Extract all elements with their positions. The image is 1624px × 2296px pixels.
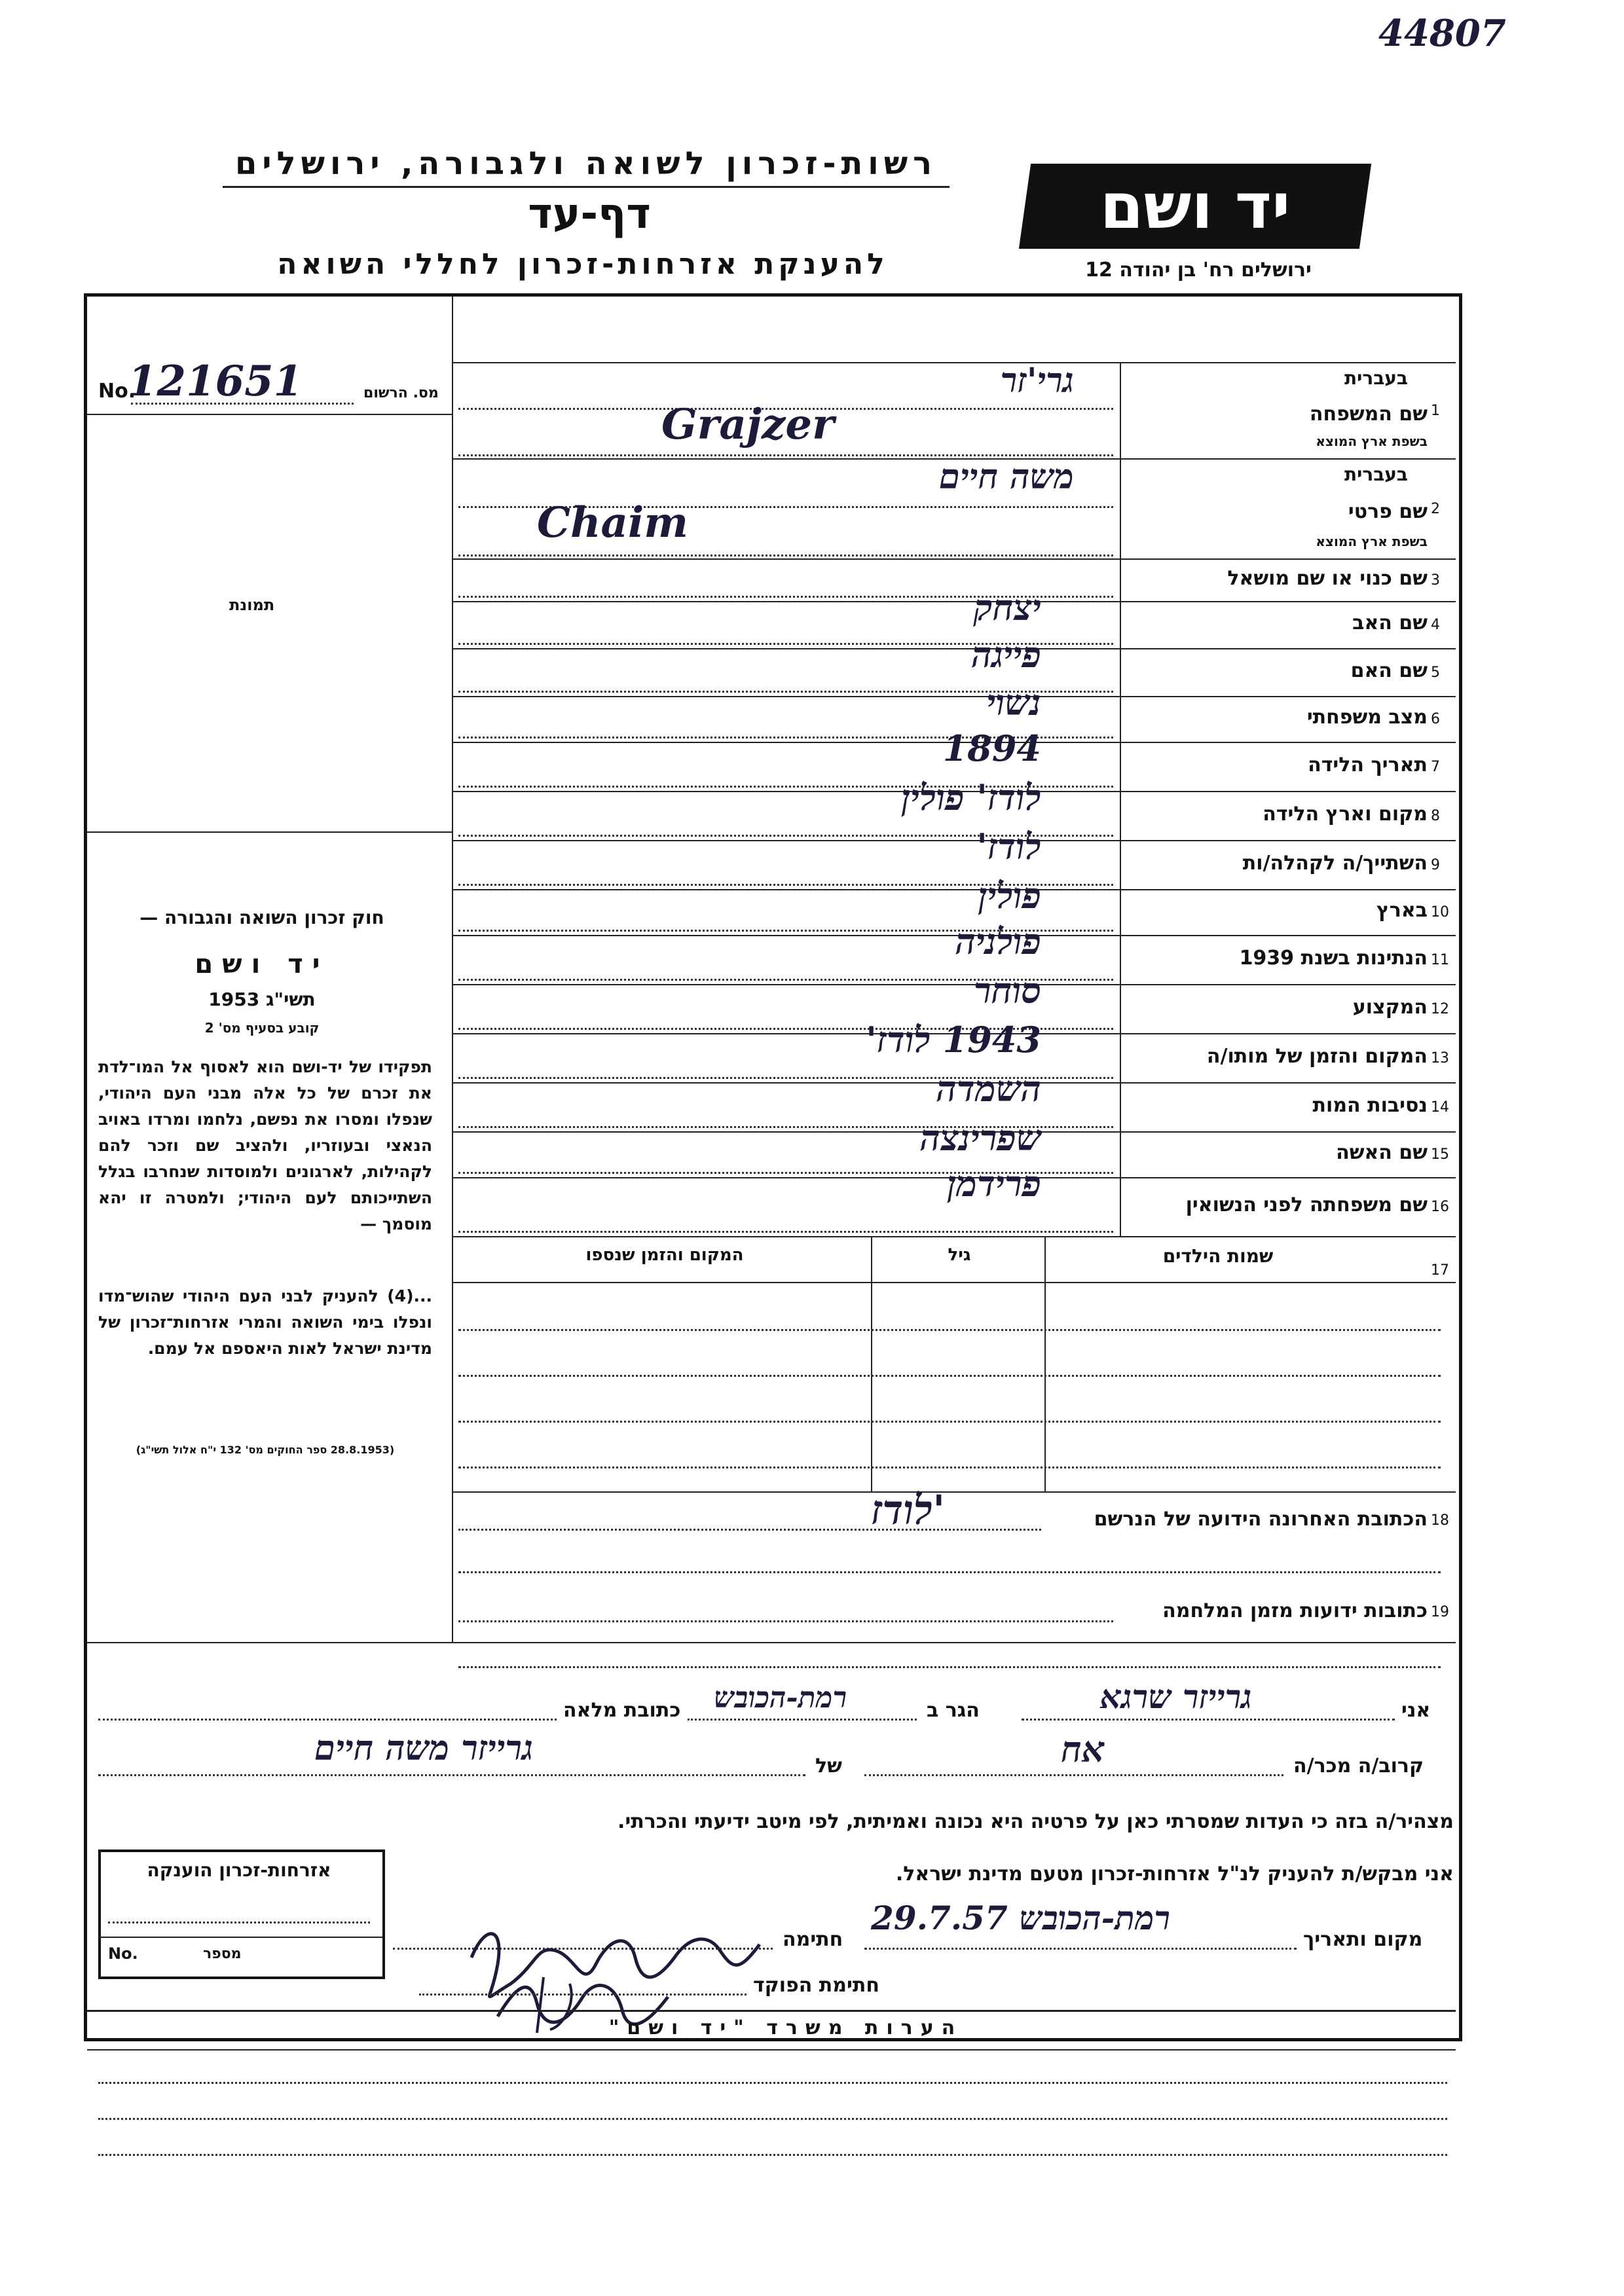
field-line (458, 454, 1113, 456)
archive-number: 44807 (1378, 12, 1506, 55)
place-date-line (864, 1948, 1297, 1950)
top-rule (452, 362, 1456, 363)
field-row-rule (452, 601, 1456, 602)
field-label-12: המקצוע (1352, 995, 1428, 1019)
authority-title: רשות-זכרון לשואה ולגבורה, ירושלים (234, 145, 938, 182)
field-number-15: 15 (1431, 1146, 1449, 1163)
declarant-resides: הגר ב (927, 1699, 980, 1722)
citizenship-box-title: אזרחות-זכרון הוענקה (147, 1859, 331, 1881)
field-label-2: שם פרטי (1348, 500, 1428, 524)
remarks-title: הערות משרד "יד ושם" (608, 2016, 963, 2039)
field-number-6: 6 (1431, 711, 1440, 727)
yad-vashem-logo-text: יד ושם (1099, 170, 1291, 243)
field-label-8: מקום וארץ הלידה (1263, 802, 1428, 826)
field-sub-country-2: בשפת ארץ המוצא (1316, 534, 1428, 549)
law-clause: קובע בסעיף מס' 2 (204, 1020, 320, 1036)
declaration-truth: מצהיר/ה בזה כי העדות שמסרתי כאן על פרטיה היא נכונה ואמיתית, לפי מיטב ידיעתי והכרתי. (618, 1810, 1454, 1833)
registration-dots (131, 403, 354, 405)
label-column-divider (1120, 362, 1121, 1236)
law-reference: (28.8.1953 ספר החוקים מס' 132 י"ח אלול תשי"ג) (136, 1444, 395, 1456)
declarant-name-line (1022, 1719, 1395, 1721)
field-number-12: 12 (1431, 1000, 1449, 1017)
field-number-9: 9 (1431, 856, 1440, 873)
field-sub-hebrew-2: בעברית (1344, 464, 1408, 485)
field-18-label: הכתובת האחרונה הידועה של הנרשם (1094, 1508, 1428, 1531)
field-label-15: שם האשה (1336, 1141, 1428, 1164)
declarant-address-line (98, 1719, 557, 1721)
place-date-label: מקום ותאריך (1303, 1928, 1423, 1951)
children-header-top (452, 1236, 1456, 1237)
field-value-hebrew-1: גרי'זר (1000, 361, 1074, 401)
registration-rule (87, 414, 452, 415)
field-row-rule (452, 935, 1456, 936)
field-number-14: 14 (1431, 1099, 1449, 1116)
field-label-3: שם כנוי או שם מושאל (1227, 566, 1428, 590)
children-col-divider-1 (871, 1236, 872, 1491)
citizenship-box-no: No. (108, 1944, 138, 1963)
field-19-label: כתובות ידועות מזמן המלחמה (1162, 1599, 1428, 1622)
field-label-1: שם המשפחה (1309, 402, 1428, 426)
field-number-16: 16 (1431, 1199, 1449, 1215)
declarant-of-name: גרייזר משה חיים (314, 1728, 534, 1768)
remarks-line-3 (98, 2154, 1447, 2156)
field-label-16: שם משפחתה לפני הנשואין (1185, 1194, 1428, 1216)
field-value-hebrew-2: משה חיים (938, 457, 1074, 497)
law-clause-4: ...(4) להעניק לבני העם היהודי שהוש־מדו ונפלו בימי השואה והמרי אזרחות־זכרון של מדינת ישראל לאות היאספם אל עמם. (98, 1286, 432, 1358)
field-18-line (458, 1529, 1041, 1531)
field-number-1: 1 (1431, 402, 1440, 419)
field-row-rule (452, 984, 1456, 985)
children-bottom (452, 1491, 1456, 1493)
remarks-header-rule (87, 2049, 1456, 2050)
field-label-13: המקום והזמן של מותו/ה (1206, 1044, 1428, 1068)
field-label-6: מצב משפחתי (1306, 706, 1428, 729)
field-number-5: 5 (1431, 664, 1440, 681)
field-value-10: פולין (978, 875, 1041, 917)
field-19-line (458, 1620, 1113, 1622)
declarant-place: רמת-הכובש (714, 1681, 847, 1715)
field-value-12: סוחר (973, 970, 1041, 1011)
field-value-15: שפרינצה (919, 1117, 1041, 1159)
field-value-14: השמדה (936, 1068, 1041, 1110)
field-row-rule (452, 558, 1456, 560)
law-title: חוק זכרון השואה והגבורה — (139, 907, 384, 928)
law-body: תפקידו של יד-ושם הוא לאסוף אל המו־לדת את זכרם של כל אלה מבני העם היהודי, שנפלו ומסרו את נפשם, נלחמו ומרדו באויב הנאצי ובעוזריו, ולהציב שם וזכר להם לקהילות, לארגונים ולמוסדות שנחרבו בגלל השתייכותם לעם היהודי; ולמטרה זו יהא מוסמך — (98, 1057, 432, 1233)
declarant-relation: אח (1061, 1728, 1105, 1770)
field-label-9: השתייך/ה לקהלה/ות (1242, 851, 1428, 875)
authority-underline (223, 186, 950, 188)
field-number-18: 18 (1431, 1512, 1449, 1529)
declarant-signature (458, 1886, 773, 2036)
field-number-2: 2 (1431, 500, 1440, 517)
field-value-7: 1894 (942, 727, 1041, 769)
left-column-divider (452, 297, 453, 1642)
children-row-1 (458, 1329, 1441, 1331)
children-row-3 (458, 1421, 1441, 1423)
children-header-bottom (452, 1282, 1456, 1283)
children-col-age: גיל (948, 1245, 971, 1265)
children-col-place: המקום והזמן שנספו (585, 1245, 744, 1265)
field-value-9: לודז' (976, 826, 1041, 867)
field-sub-country-1: בשפת ארץ המוצא (1316, 433, 1428, 449)
field-number-3: 3 (1431, 572, 1440, 589)
field-row-rule (452, 696, 1456, 697)
field-value-13: 1943 לודז' (866, 1019, 1041, 1061)
field-value-4: יצחק (973, 587, 1041, 629)
field-value-16: פרידמן (947, 1163, 1041, 1205)
officer-signature-line (419, 1994, 747, 1995)
field-number-10: 10 (1431, 904, 1449, 920)
field-value-6: נשוי (986, 682, 1041, 723)
field-label-11: הנתינות בשנת 1939 (1239, 946, 1428, 970)
registration-number: 121651 (128, 357, 303, 406)
field-number-4: 4 (1431, 617, 1440, 633)
declarant-relation-line (864, 1774, 1283, 1776)
field-label-4: שם האב (1352, 611, 1428, 634)
declarant-of-line (98, 1774, 805, 1776)
main-bottom-rule (87, 1642, 1456, 1643)
field-19-line-2 (458, 1666, 1441, 1668)
field-number-7: 7 (1431, 758, 1440, 775)
field-label-7: תאריך הלידה (1308, 753, 1428, 776)
field-value-11: פולניה (955, 920, 1041, 962)
law-year: תשי"ג 1953 (208, 989, 316, 1010)
field-sub-hebrew-1: בעברית (1344, 367, 1408, 389)
citizenship-box-number-label: מספר (203, 1946, 242, 1962)
declaration-request: אני מבקש/ת להעניק לנ"ל אזרחות-זכרון מטעם מדינת ישראל. (895, 1863, 1454, 1886)
field-number-13: 13 (1431, 1049, 1449, 1066)
remarks-top-rule (87, 2010, 1456, 2012)
field-row-rule (452, 648, 1456, 649)
address: ירושלים רח' בן יהודה 12 (1085, 259, 1312, 282)
field-number-11: 11 (1431, 951, 1449, 968)
field-label-5: שם האם (1350, 659, 1428, 682)
citizenship-box-line-1 (108, 1922, 370, 1923)
registration-label: מס. הרשום (363, 385, 439, 401)
declarant-ani: אני (1401, 1699, 1431, 1722)
field-value-latin-1: Grajzer (661, 399, 834, 449)
form-subtitle: להענקת אזרחות-זכרון לחללי השואה (277, 247, 889, 281)
field-number-8: 8 (1431, 807, 1440, 824)
photo-label: תמונת (229, 596, 275, 614)
field-number-17: 17 (1431, 1262, 1449, 1279)
field-18-line-2 (458, 1571, 1441, 1573)
children-row-2 (458, 1375, 1441, 1377)
citizenship-box-divider (98, 1937, 382, 1938)
field-18-value: לודז' (871, 1486, 946, 1534)
field-line (458, 1231, 1113, 1233)
declarant-relative: קרוב/ה מכר/ה (1293, 1755, 1424, 1777)
officer-signature-label: חתימת הפוקד (753, 1974, 879, 1997)
registration-label-no: No. (98, 380, 136, 403)
signature-label: חתימה (783, 1928, 843, 1951)
declarant-name: גרייזר שרגא (1100, 1677, 1252, 1716)
declarant-place-line (688, 1719, 917, 1721)
field-row-rule (452, 840, 1456, 841)
children-row-4 (458, 1467, 1441, 1468)
photo-bottom-rule (87, 831, 452, 833)
field-value-8: לודז' פולין (901, 776, 1041, 818)
place-date-value: רמת-הכובש 29.7.57 (871, 1899, 1171, 1937)
field-line (458, 555, 1113, 556)
field-value-5: פייגה (971, 634, 1041, 676)
field-number-19: 19 (1431, 1604, 1449, 1620)
children-col-names: שמות הילדים (1162, 1245, 1274, 1267)
law-name: יד ושם (194, 949, 329, 979)
field-label-14: נסיבות המות (1312, 1093, 1428, 1117)
declarant-of: של (815, 1755, 842, 1777)
children-col-divider-2 (1044, 1236, 1046, 1491)
field-row-rule (452, 889, 1456, 890)
declarant-full-address: כתובת מלאה (563, 1699, 681, 1722)
remarks-line-2 (98, 2118, 1447, 2120)
remarks-line-1 (98, 2082, 1447, 2084)
form-title: דף-עד (528, 190, 651, 238)
field-label-10: בארץ (1376, 899, 1428, 922)
field-value-latin-2: Chaim (537, 498, 688, 547)
